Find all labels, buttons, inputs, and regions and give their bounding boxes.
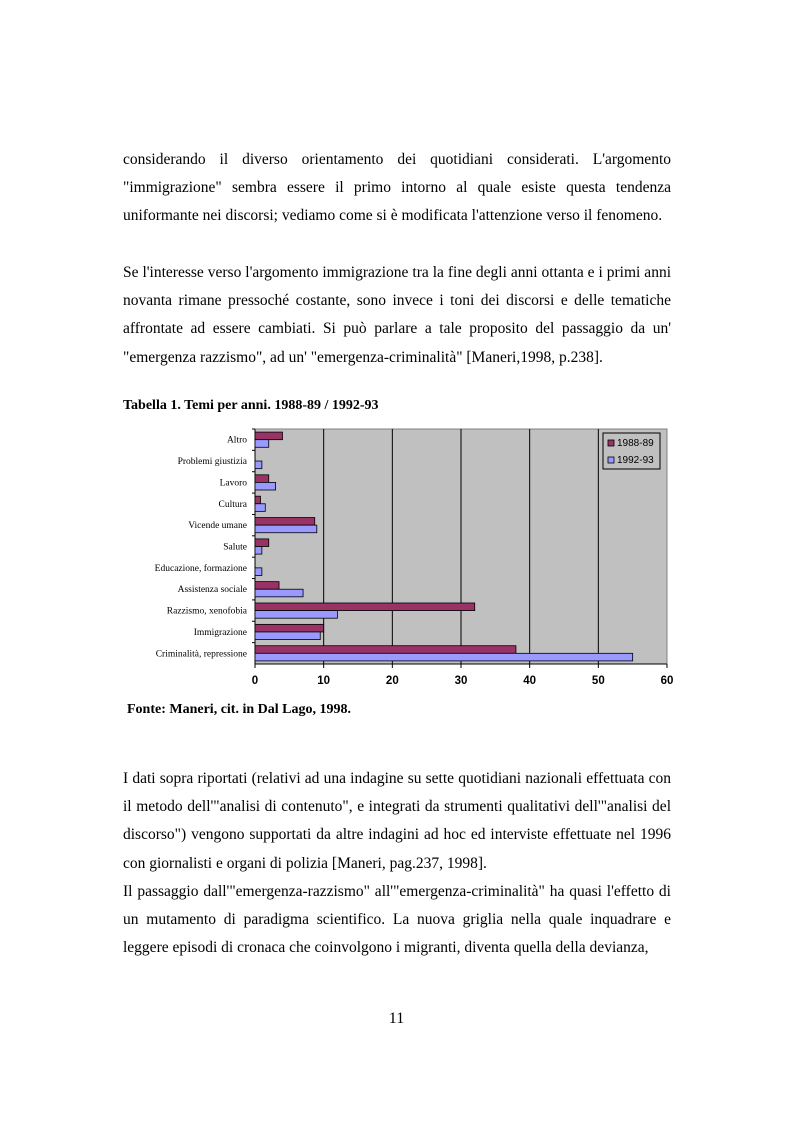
chart-source: Fonte: Maneri, cit. in Dal Lago, 1998.	[127, 702, 351, 717]
bar	[255, 525, 317, 533]
x-tick-label: 10	[317, 675, 331, 687]
bar	[255, 475, 269, 483]
bar	[255, 611, 337, 619]
table-caption: Tabella 1. Temi per anni. 1988-89 / 1992-93	[123, 398, 379, 413]
bar	[255, 589, 303, 597]
legend-label: 1992-93	[617, 455, 654, 466]
page-number: 11	[388, 1010, 405, 1027]
bar	[255, 461, 262, 469]
bar	[255, 632, 320, 640]
category-label: Razzismo, xenofobia	[166, 606, 247, 617]
bar	[255, 504, 265, 512]
category-label: Educazione, formazione	[154, 563, 247, 574]
category-label: Salute	[223, 542, 247, 553]
legend-swatch	[608, 457, 614, 463]
paragraph-paradigm: Il passaggio dall'"emergenza-razzismo" all'"emergenza-criminalità" ha quasi l'effetto di un mutamento di paradigma scientifico. La nuova griglia nella quale inquadrare e leggere episodi di cronaca che coinvolgono i migranti, diventa quella della devianza,	[123, 883, 671, 957]
category-label: Assistenza sociale	[177, 585, 247, 596]
x-tick-label: 60	[660, 675, 674, 687]
x-tick-label: 50	[591, 675, 605, 687]
paragraph-emergency: Se l'interesse verso l'argomento immigrazione tra la fine degli anni ottanta e i primi anni novanta rimane pressoché costante, sono invece i toni dei discorsi e delle tematiche affrontate ad essere cambiati. Si può parlare a tale proposito del passaggio da un' "emergenza razzismo", ad un' "emergenza-criminalità" [Maneri,1998, p.238].	[123, 264, 671, 366]
category-label: Criminalità, repressione	[155, 649, 247, 660]
x-tick-label: 20	[385, 675, 399, 687]
bar	[255, 646, 516, 654]
legend-label: 1988-89	[617, 438, 654, 449]
x-tick-label: 40	[523, 675, 537, 687]
category-label: Problemi giustizia	[177, 457, 247, 468]
bar	[255, 496, 260, 504]
category-label: Vicende umane	[188, 521, 247, 532]
legend-swatch	[608, 440, 614, 446]
bar	[255, 582, 279, 590]
category-label: Altro	[226, 435, 247, 446]
bar	[255, 653, 633, 661]
bar	[255, 440, 269, 448]
bar	[255, 568, 262, 576]
category-label: Immigrazione	[193, 627, 247, 638]
bar-chart	[140, 420, 685, 695]
paragraph-data: I dati sopra riportati (relativi ad una indagine su sette quotidiani nazionali effettuata con il metodo dell'"analisi di contenuto", e integrati da strumenti qualitativi dell'"analisi del discorso") vengono supportati da altre indagini ad hoc ed interviste effettuate nel 1996 con giornalisti e organi di polizia [Maneri, pag.237, 1998].	[123, 770, 671, 872]
bar	[255, 539, 269, 547]
bar	[255, 518, 315, 526]
bar	[255, 547, 262, 555]
x-tick-label: 30	[454, 675, 468, 687]
bar	[255, 432, 282, 440]
bar	[255, 624, 324, 632]
bar	[255, 482, 276, 490]
category-label: Lavoro	[219, 478, 247, 489]
bar	[255, 603, 475, 611]
paragraph-intro: considerando il diverso orientamento dei quotidiani considerati. L'argomento "immigrazione" sembra essere il primo intorno al quale esiste questa tendenza uniformante nei discorsi; vediamo come si è modificata l'attenzione verso il fenomeno.	[123, 151, 671, 225]
x-tick-label: 0	[251, 675, 259, 687]
category-label: Cultura	[218, 499, 247, 510]
